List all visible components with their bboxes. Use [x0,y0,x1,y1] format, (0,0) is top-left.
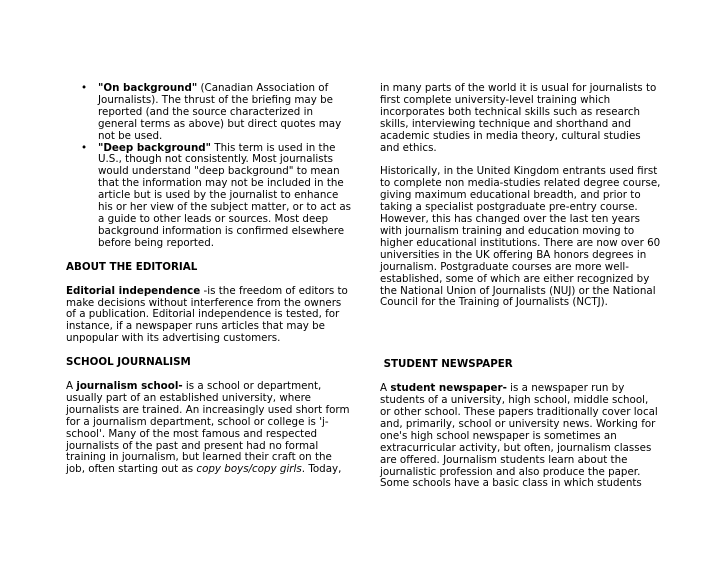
bullet-icon: • [81,141,88,154]
term-deep-background: "Deep background" [98,141,212,154]
journalism-school-paragraph: A journalism school- is a school or department, usually part of an established university, where journalists are trained. An increasingly used short form for a journalism department, school or college is 'j-school'. Many of the most famous and respected journalists of the past and present had no formal training in journalism, but learned their craft on the job, often starting out as copy boys/copy girls. Today, [66,380,350,476]
deep-background-definition: This term is used in the U.S., though not consistently. Most journalists would understand "deep background" to mean that the information may not be included in the article but is used by the journalist to enhance his or her view of the subject matter, or to act as a guide to other leads or sources. Most deep background information is confirmed elsewhere before being reported. [98,141,352,249]
term-student-newspaper: student newspaper- [390,382,507,395]
italic-copy-boys: copy boys/copy girls [196,463,302,476]
term-journalism-school: journalism school- [76,380,183,393]
training-paragraph: in many parts of the world it is usual for journalists to first complete university-level training which incorporates both technical skills such as research skills, interviewing technique and shorthand and academic studies in media theory, cultural studies and ethics. [380,82,657,154]
term-on-background: "On background" [98,82,198,94]
left-column [66,83,352,476]
list-item [66,143,352,250]
heading-about-the-editorial: ABOUT THE EDITORIAL [66,260,198,273]
uk-history-paragraph: Historically, in the United Kingdom entrants used first to complete non media-studies related degree course, giving maximum educational breadth, and prior to taking a specialist postgraduate pre-entry course. However, this has changed over the last ten years with journalism training and education moving to higher educational institutions. There are now over 60 universities in the UK offering BA honors degrees in journalism. Postgraduate courses are more well-established, some of which are either recognized by the National Union of Journalists (NUJ) or the National Council for the Training of Journalists (NCTJ). [380,165,661,309]
right-column [380,83,662,490]
student-newspaper-paragraph: A student newspaper- is a newspaper run by students of a university, high school, middle school, or other school. These papers traditionally cover local and, primarily, school or university news. Working for one's high school newspaper is sometimes an extracurricular activity, but often, journalism classes are offered. Journalism students learn about the journalistic profession and also produce the paper. Some schools have a basic class in which students [380,382,658,490]
heading-school-journalism: SCHOOL JOURNALISM [66,356,191,369]
bullet-icon: • [81,82,88,94]
on-background-definition: (Canadian Association of Journalists). The thrust of the briefing may be reported (and the source characterized in general terms as above) but direct quotes may not be used. [98,82,342,142]
heading-student-newspaper: STUDENT NEWSPAPER [380,358,513,371]
editorial-independence-paragraph: Editorial independence -is the freedom of editors to make decisions without interference from the owners of a publication. Editorial independence is tested, for instance, if a newspaper runs articles that may be unpopular with its advertising customers. [66,284,348,345]
term-editorial-independence: Editorial independence [66,284,201,297]
background-terms-list [66,83,352,250]
list-item [66,83,352,143]
